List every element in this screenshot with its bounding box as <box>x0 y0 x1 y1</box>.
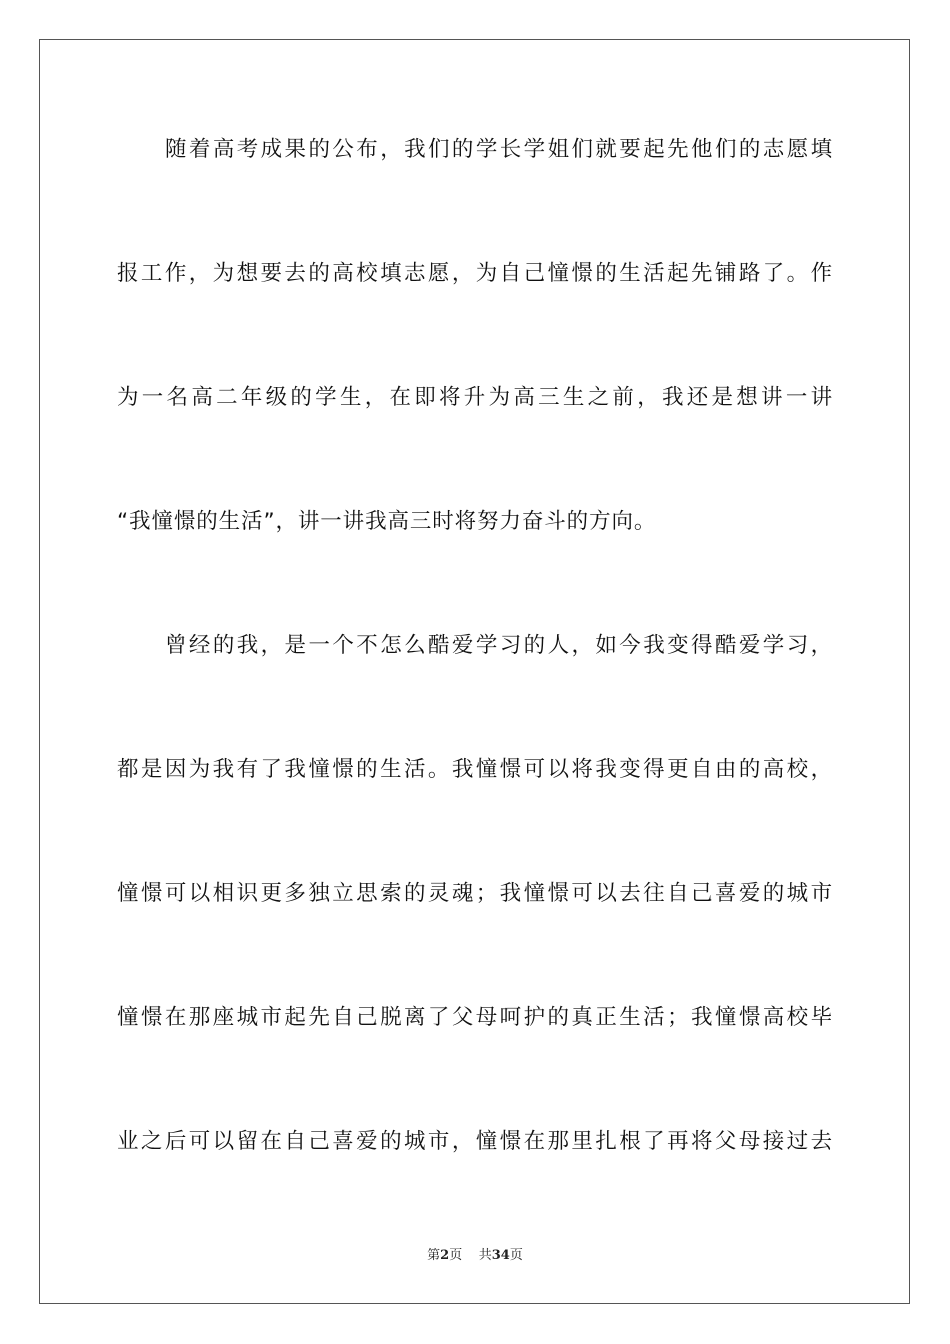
footer-total-suffix: 页 <box>509 1248 523 1263</box>
body-line-7: 憧憬可以相识更多独立思索的灵魂；我憧憬可以去往自己喜爱的城市 <box>117 881 833 906</box>
body-line-5: 曾经的我，是一个不怎么酷爱学习的人，如今我变得酷爱学习， <box>165 633 833 658</box>
body-line-8: 憧憬在那座城市起先自己脱离了父母呵护的真正生活；我憧憬高校毕 <box>117 1005 833 1030</box>
footer-page-number: 2 <box>440 1248 450 1263</box>
body-line-4: “我憧憬的生活”，讲一讲我高三时将努力奋斗的方向。 <box>117 509 657 534</box>
page-footer <box>0 1246 950 1266</box>
page-border <box>39 39 910 1304</box>
body-line-3: 为一名高二年级的学生，在即将升为高三生之前，我还是想讲一讲 <box>117 385 833 410</box>
footer-total-pages: 34 <box>491 1248 510 1263</box>
footer-page-suffix: 页 <box>449 1248 463 1263</box>
body-line-2: 报工作，为想要去的高校填志愿，为自己憧憬的生活起先铺路了。作 <box>117 261 833 286</box>
body-line-9: 业之后可以留在自己喜爱的城市，憧憬在那里扎根了再将父母接过去 <box>117 1129 833 1154</box>
body-line-1: 随着高考成果的公布，我们的学长学姐们就要起先他们的志愿填 <box>165 137 833 162</box>
body-line-6: 都是因为我有了我憧憬的生活。我憧憬可以将我变得更自由的高校， <box>117 757 833 782</box>
footer-page-prefix: 第 <box>427 1248 441 1263</box>
footer-total-prefix: 共 <box>478 1248 492 1263</box>
